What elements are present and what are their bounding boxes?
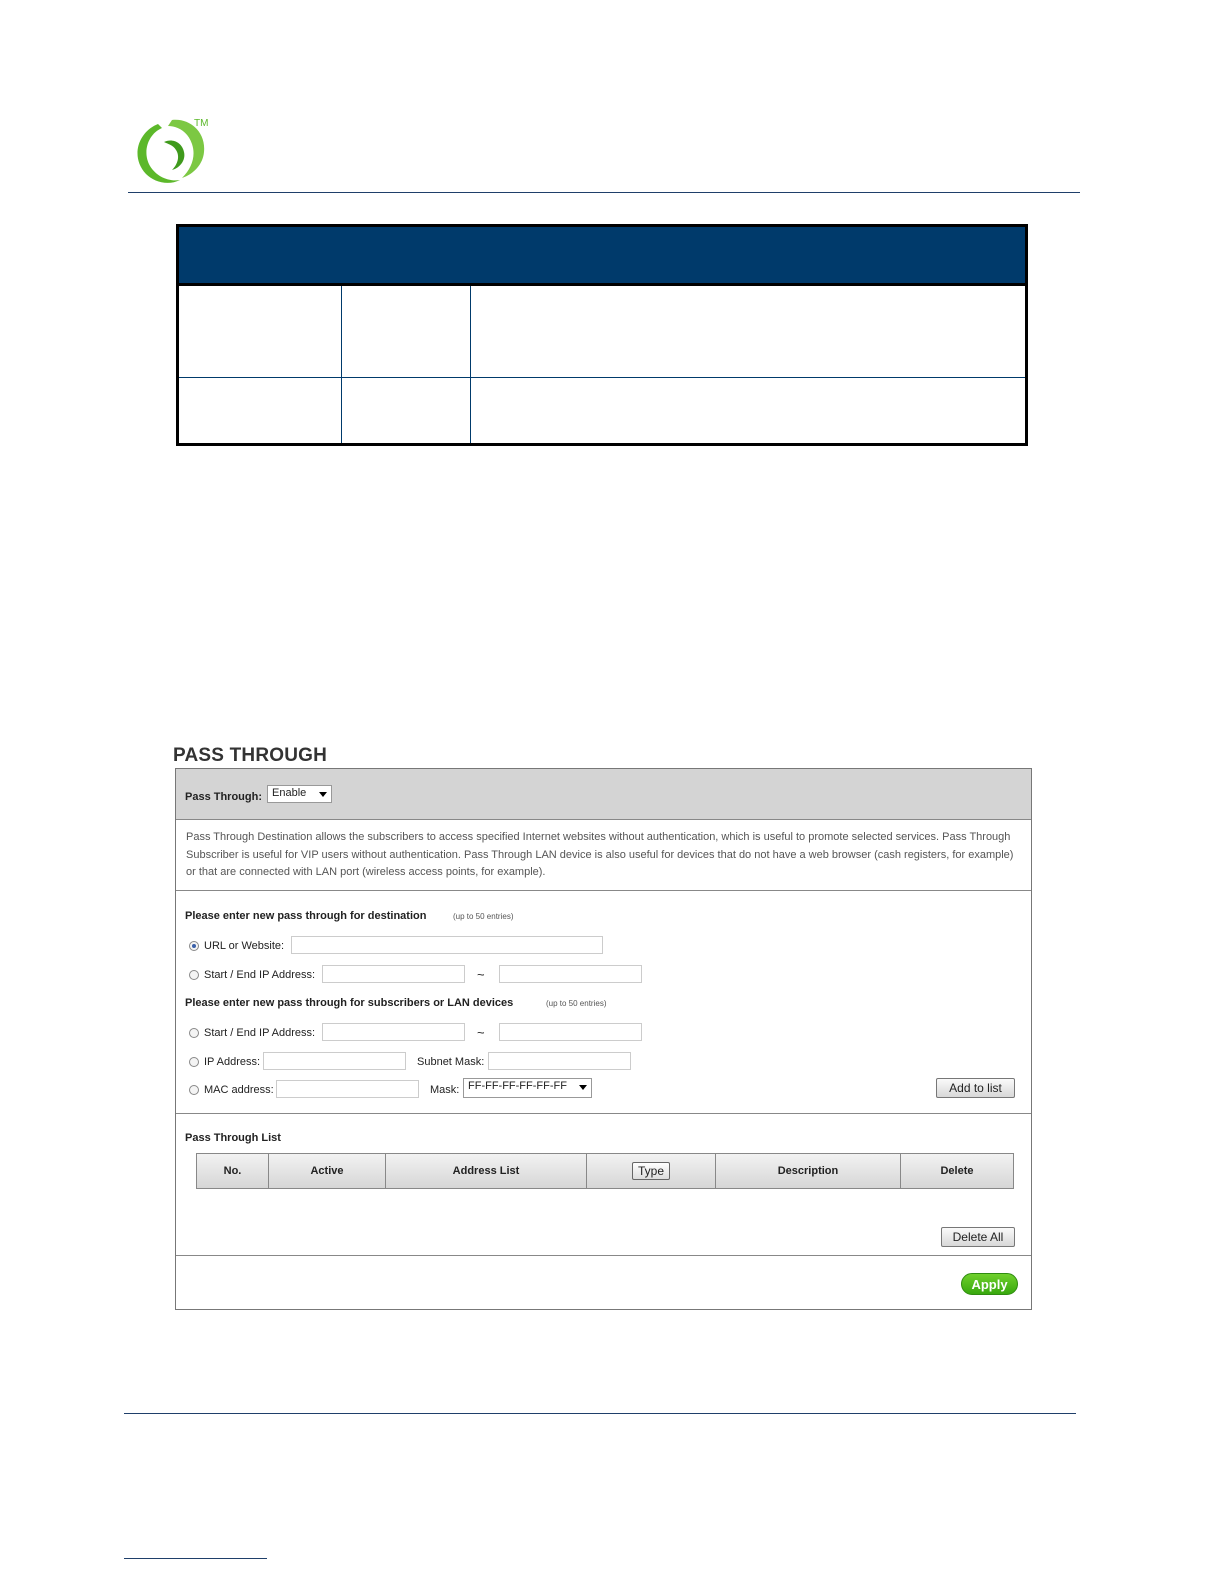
document-table-row (179, 378, 1025, 444)
document-table-header (179, 227, 1025, 286)
sub-ip-range-label: Start / End IP Address: (204, 1027, 316, 1039)
document-table (176, 224, 1028, 446)
column-header-address-list: Address List (386, 1154, 587, 1188)
ip-address-radio[interactable] (189, 1057, 199, 1067)
url-input[interactable] (291, 936, 603, 954)
sub-start-ip-input[interactable] (322, 1023, 465, 1041)
chevron-down-icon (579, 1085, 587, 1090)
subnet-mask-input[interactable] (488, 1052, 631, 1070)
mac-mask-value: FF-FF-FF-FF-FF-FF (468, 1080, 567, 1092)
trademark-label: TM (194, 118, 209, 129)
chevron-down-icon (319, 792, 327, 797)
column-header-no: No. (197, 1154, 269, 1188)
mac-mask-select[interactable] (463, 1078, 592, 1098)
entry-form-section (176, 891, 1031, 1114)
column-header-type (587, 1154, 716, 1188)
delete-all-button[interactable]: Delete All (941, 1227, 1015, 1247)
list-heading: Pass Through List (185, 1132, 281, 1144)
url-label: URL or Website: (204, 940, 285, 952)
mask-label: Mask: (430, 1084, 460, 1096)
subscribers-limit: (up to 50 entries) (546, 999, 607, 1008)
pass-through-panel (175, 768, 1032, 1310)
column-header-delete: Delete (940, 1165, 974, 1177)
mac-address-radio[interactable] (189, 1085, 199, 1095)
column-divider (341, 286, 342, 443)
pass-through-label: Pass Through: (185, 791, 263, 803)
footnote-rule (124, 1558, 267, 1559)
swirl-logo-icon (128, 112, 218, 192)
footer-divider (124, 1413, 1076, 1414)
ip-address-label: IP Address: (204, 1056, 261, 1068)
column-header-description: Description (716, 1154, 901, 1188)
url-radio[interactable] (189, 941, 199, 951)
header-divider (128, 192, 1080, 193)
apply-section (176, 1256, 1031, 1310)
subscribers-heading: Please enter new pass through for subscribers or LAN devices (185, 997, 514, 1009)
pass-through-list-header (196, 1153, 1014, 1189)
pass-through-select[interactable] (267, 785, 332, 803)
dest-ip-range-radio[interactable] (189, 970, 199, 980)
range-separator: ~ (477, 967, 485, 982)
company-logo (128, 112, 218, 192)
mac-address-label: MAC address: (204, 1084, 274, 1096)
mac-address-input[interactable] (276, 1080, 419, 1098)
column-divider (470, 286, 471, 443)
type-sort-button[interactable]: Type (632, 1162, 670, 1180)
ip-address-input[interactable] (263, 1052, 406, 1070)
column-header-active: Active (269, 1154, 386, 1188)
sub-end-ip-input[interactable] (499, 1023, 642, 1041)
dest-end-ip-input[interactable] (499, 965, 642, 983)
apply-button[interactable]: Apply (961, 1273, 1018, 1295)
page-title: PASS THROUGH (173, 745, 328, 766)
add-to-list-button[interactable]: Add to list (936, 1078, 1015, 1098)
document-table-row (179, 286, 1025, 378)
pass-through-toggle-section (176, 769, 1031, 820)
sub-ip-range-radio[interactable] (189, 1028, 199, 1038)
dest-ip-range-label: Start / End IP Address: (204, 969, 316, 981)
description-section (176, 820, 1031, 891)
range-separator: ~ (477, 1025, 485, 1040)
destination-heading: Please enter new pass through for destination (185, 910, 427, 922)
destination-limit: (up to 50 entries) (453, 912, 514, 921)
pass-through-list-section (176, 1114, 1031, 1256)
dest-start-ip-input[interactable] (322, 965, 465, 983)
pass-through-value: Enable (272, 787, 307, 799)
description-text: Pass Through Destination allows the subscribers to access specified Internet websites without authentication, which is useful to promote selected services. Pass Through Subscriber is useful for VIP users without authentication. Pass Through LAN device is also useful for devices that do not have a web browser (cash registers, for example) or that are connected with LAN port (wireless access points, for example). (186, 831, 1014, 878)
subnet-mask-label: Subnet Mask: (417, 1056, 485, 1068)
